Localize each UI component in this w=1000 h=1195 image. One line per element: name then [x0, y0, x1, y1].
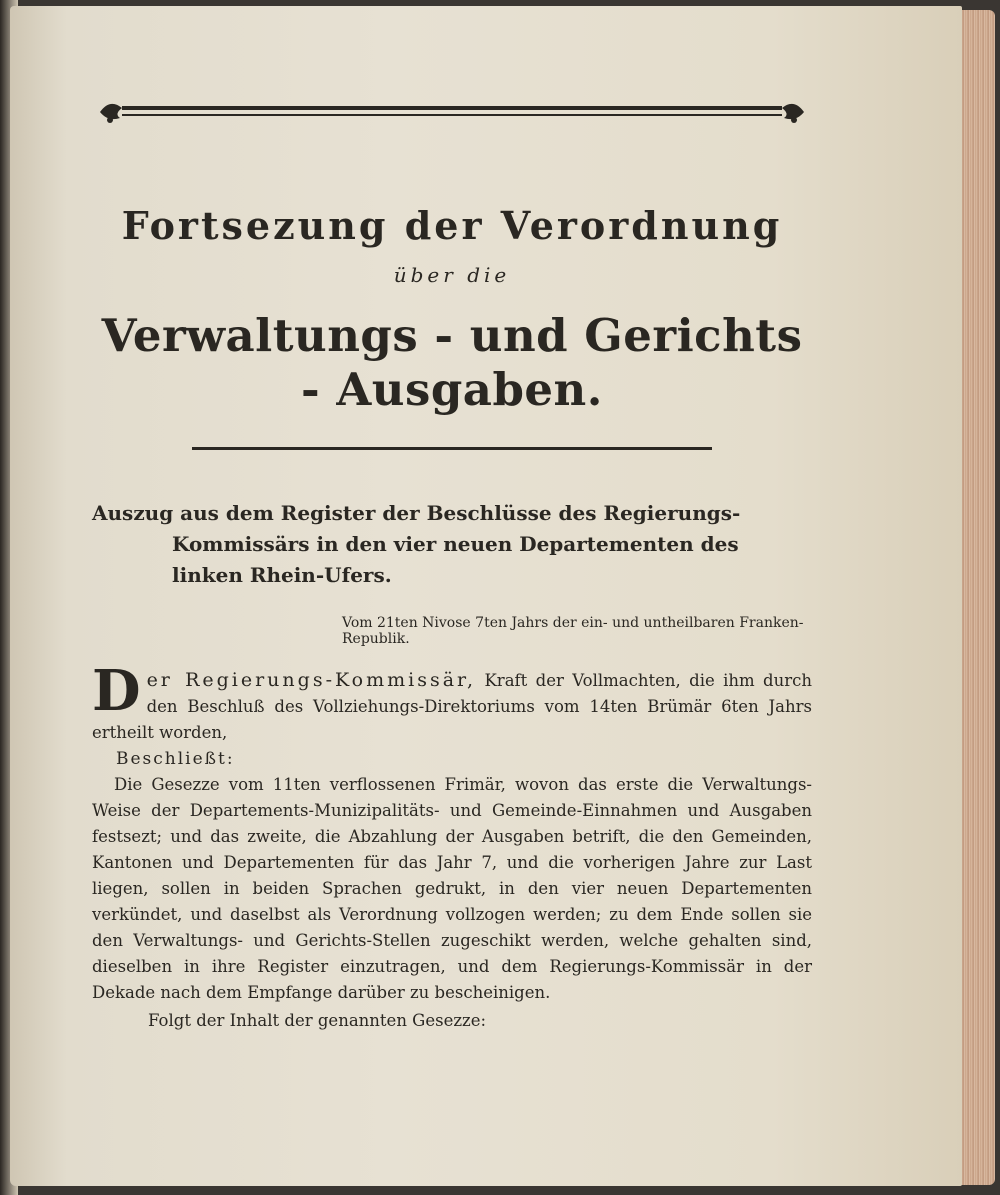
date-line: Vom 21ten Nivose 7ten Jahrs der ein- und untheilbaren Franken-Republik. — [342, 615, 804, 647]
title-line-1: Fortsezung der Verordnung — [121, 203, 783, 248]
section-heading: Auszug aus dem Register der Beschlüsse des Regierungs-Kommissärs in den vier neuen Departementen des linken Rhein-Ufers. — [92, 501, 741, 587]
ornamental-rule-icon — [92, 95, 812, 129]
body-text — [92, 658, 813, 1034]
follows-line: Folgt der Inhalt der genannten Gesezze: — [148, 1011, 487, 1030]
title-line-2: über die — [393, 263, 511, 287]
main-title: Verwaltungs - und Gerichts - Ausgaben. — [101, 309, 803, 416]
divider-rule — [192, 447, 712, 450]
page-content — [92, 95, 812, 1034]
drop-cap: D — [92, 658, 141, 724]
opening-sentence — [92, 658, 813, 746]
main-paragraph: Die Gesezze vom 11ten verflossenen Frimär, wovon das erste die Verwaltungs-Weise der Departements-Munizipalitäts- und Gemeinde-Einnahmen und Ausgaben festsezt; und das zweite, die Abzahlung der Ausgaben betrift, die den Gemeinden, Kantonen und Departementen für das Jahr 7, und die vorherigen Jahre zur Last liegen, sollen in beiden Sprachen gedrukt, in den vier neuen Departementen verkündet, und daselbst als Verordnung vollzogen werden; zu dem Ende sollen sie den Verwaltungs- und Gerichts-Stellen zugeschikt werden, welche gehalten sind, dieselben in ihre Register einzutragen, und dem Regierungs-Kommissär in der Dekade nach dem Empfange darüber zu bescheinigen. — [92, 775, 812, 1002]
opening-spaced-words: er Regierungs-Kommissär, — [146, 669, 477, 691]
decree-word: Beschließt: — [116, 749, 235, 769]
opening-rest: Kraft der Vollmachten, die ihm durch den Beschluß des Vollziehungs-Direktoriums vom 14ten Brümär 6ten Jahrs ertheilt worden, — [92, 671, 813, 742]
